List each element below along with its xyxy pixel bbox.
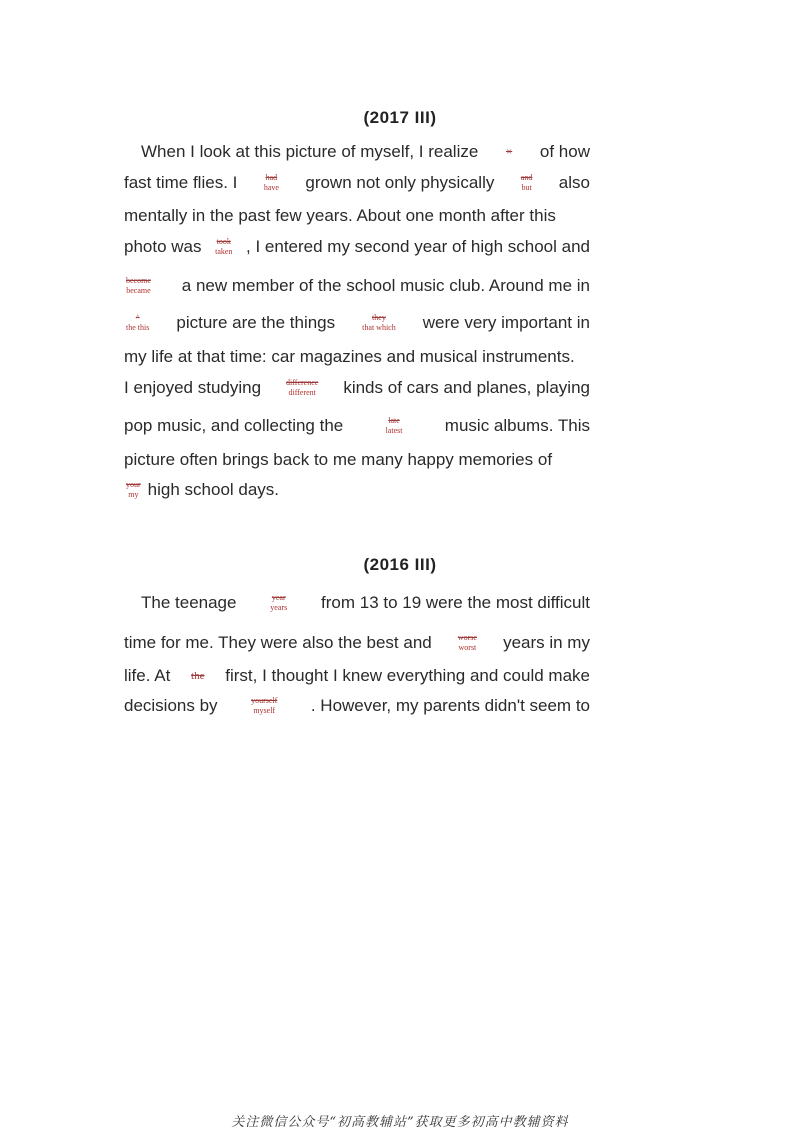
original-word: they [372, 313, 386, 322]
footer-note: 关注微信公众号“初高教辅站”获取更多初高中教辅资料 [231, 1115, 569, 1130]
corrected-word: worst [458, 643, 477, 652]
text-line [124, 268, 590, 304]
correction-mark [124, 480, 143, 500]
corrected-word: different [288, 388, 316, 397]
corrected-word: myself [253, 706, 276, 715]
text-segment: were very important in [422, 313, 590, 332]
text-segment: grown not only physically [305, 173, 495, 192]
text-segment: years in my [503, 633, 590, 652]
text-line [124, 625, 590, 661]
text-segment: pop music, and collecting the [124, 416, 344, 435]
text-line [124, 305, 590, 341]
text-segment: fast time flies. I [124, 173, 238, 192]
original-word: difference [286, 378, 319, 387]
correction-mark [360, 313, 398, 333]
correction-mark [504, 146, 514, 158]
corrected-word: my [128, 490, 139, 499]
text-segment: . However, my parents didn't seem to [310, 696, 590, 715]
text-line [124, 165, 590, 201]
correction-mark [268, 593, 289, 613]
original-word: your [126, 480, 141, 489]
corrected-word: but [521, 183, 532, 192]
correction-mark [456, 633, 479, 653]
section-heading-2016: (2016 III) [363, 555, 437, 574]
text-segment: time for me. They were also the best and [124, 633, 432, 652]
corrected-word: have [263, 183, 279, 192]
text-segment: kinds of cars and planes, playing [343, 378, 590, 397]
corrected-word: latest [385, 426, 403, 435]
original-word: had [265, 173, 278, 182]
correction-mark [284, 378, 320, 398]
deleted-word: the [191, 670, 205, 682]
correction-mark [189, 670, 206, 682]
text-segment: music albums. This [444, 416, 590, 435]
corrected-word: became [126, 286, 151, 295]
text-segment: life. At [124, 666, 171, 685]
text-segment: mentally in the past few years. About one month after this [124, 206, 556, 225]
text-segment: also [558, 173, 590, 192]
original-word: worse [457, 633, 477, 642]
original-word: and [520, 173, 533, 182]
original-word: year [271, 593, 286, 602]
text-segment: my life at that time: car magazines and musical instruments. [124, 347, 575, 366]
text-line [141, 585, 590, 621]
text-segment: of how [539, 142, 590, 161]
original-word: late [388, 416, 400, 425]
correction-mark [124, 276, 153, 296]
text-line [124, 229, 590, 265]
text-line [124, 408, 590, 444]
text-line [124, 688, 590, 724]
original-word: ^ [135, 313, 140, 322]
text-segment: When I look at this picture of myself, I realize [141, 142, 479, 161]
text-segment: The teenage [141, 593, 237, 612]
text-segment: from 13 to 19 were the most difficult [321, 593, 590, 612]
correction-mark [124, 313, 151, 333]
corrected-word: taken [215, 247, 233, 256]
original-word: yourself [251, 696, 278, 705]
text-segment: picture often brings back to me many happy memories of [124, 450, 553, 469]
text-segment: , I entered my second year of high school and [246, 237, 590, 256]
text-line [124, 472, 590, 508]
text-segment: decisions by [124, 696, 218, 715]
correction-mark [384, 416, 405, 436]
correction-mark [262, 173, 281, 193]
correction-mark [519, 173, 535, 193]
text-segment: picture are the things [176, 313, 336, 332]
corrected-word: that which [362, 323, 396, 332]
deleted-word: × [506, 146, 513, 158]
original-word: took [216, 237, 231, 246]
text-segment: high school days. [147, 480, 280, 499]
section-heading-2017: (2017 III) [363, 108, 437, 127]
text-segment: photo was [124, 237, 202, 256]
correction-mark [249, 696, 279, 716]
text-segment: first, I thought I knew everything and could make [225, 666, 590, 685]
original-word: become [126, 276, 151, 285]
corrected-word: years [270, 603, 288, 612]
correction-mark [213, 237, 234, 257]
text-segment: a new member of the school music club. Around me in [181, 276, 590, 295]
text-line [124, 370, 590, 406]
corrected-word: the this [126, 323, 150, 332]
text-segment: I enjoyed studying [124, 378, 262, 397]
